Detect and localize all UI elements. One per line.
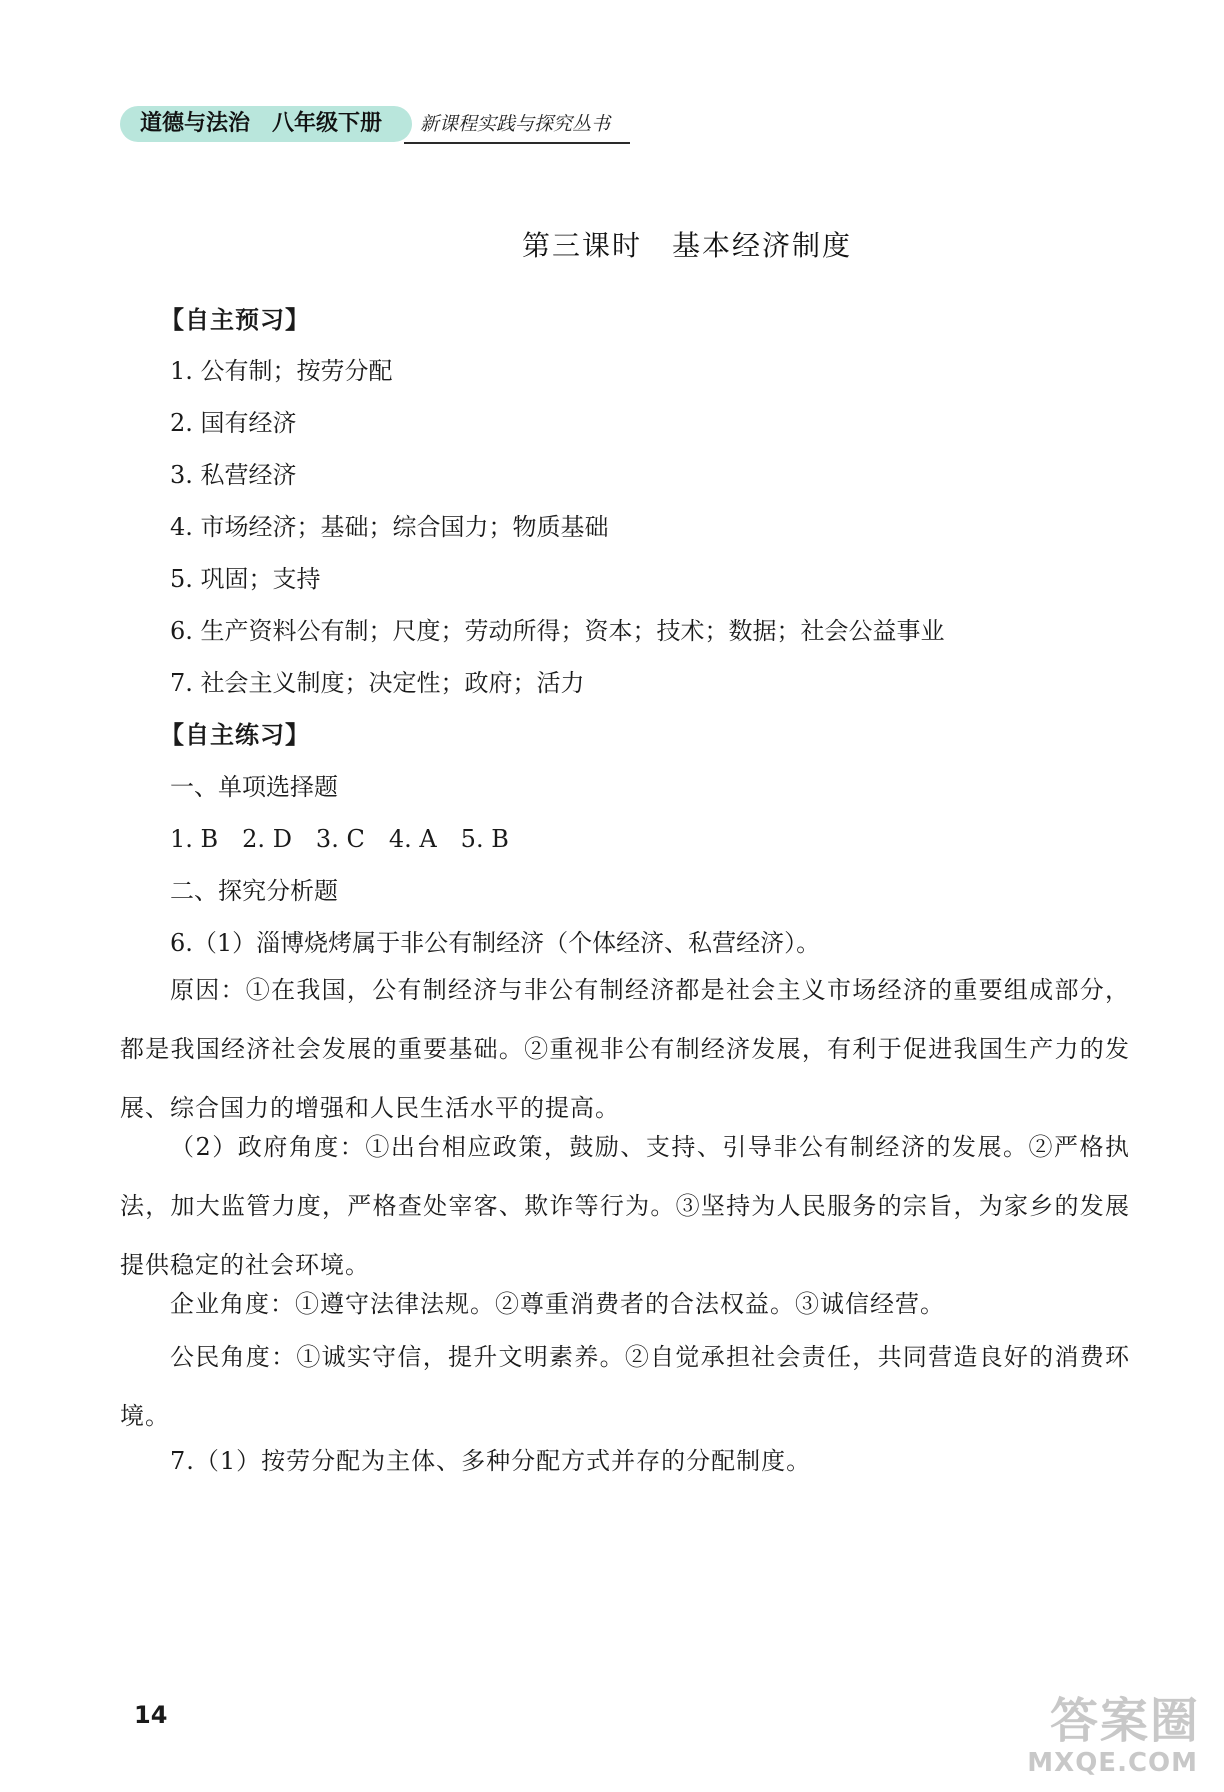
q6-part2-government: （2）政府角度：①出台相应政策，鼓励、支持、引导非公有制经济的发展。②严格执法，加大监管力度，严格查处宰客、欺诈等行为。③坚持为人民服务的宗旨，为家乡的发展提供稳定的社会环境。 — [120, 1133, 1130, 1279]
q6-part2-enterprise: 企业角度：①遵守法律法规。②尊重消费者的合法权益。③诚信经营。 — [170, 1290, 945, 1318]
q6-part2-citizen: 公民角度：①诚实守信，提升文明素养。②自觉承担社会责任，共同营造良好的消费环境。 — [120, 1343, 1130, 1430]
header-underline — [404, 142, 630, 144]
q7-part1: 7.（1）按劳分配为主体、多种分配方式并存的分配制度。 — [170, 1447, 812, 1475]
page-title: 第三课时 基本经济制度 — [521, 229, 852, 262]
preview-item-4: 4. 市场经济；基础；综合国力；物质基础 — [170, 513, 609, 541]
preview-item-3: 3. 私营经济 — [170, 461, 297, 489]
preview-item-6: 6. 生产资料公有制；尺度；劳动所得；资本；技术；数据；社会公益事业 — [170, 617, 945, 645]
watermark-logo — [1006, 1682, 1206, 1778]
header-subject-grade: 道德与法治 八年级下册 — [140, 111, 383, 136]
watermark-text: 答案圈 — [1049, 1693, 1200, 1749]
part2-heading: 二、探究分析题 — [170, 877, 338, 905]
section-heading-preview: 【自主预习】 — [160, 306, 310, 334]
watermark-url: MXQE.COM — [1027, 1748, 1198, 1778]
q6-part1: 6.（1）淄博烧烤属于非公有制经济（个体经济、私营经济）。 — [170, 929, 821, 957]
q6-reason: 原因：①在我国，公有制经济与非公有制经济都是社会主义市场经济的重要组成部分，都是我国经济社会发展的重要基础。②重视非公有制经济发展，有利于促进我国生产力的发展、综合国力的增强和人民生活水平的提高。 — [120, 976, 1130, 1122]
preview-item-1: 1. 公有制；按劳分配 — [170, 357, 393, 385]
preview-item-5: 5. 巩固；支持 — [170, 565, 321, 593]
section-heading-practice: 【自主练习】 — [160, 721, 310, 749]
preview-item-2: 2. 国有经济 — [170, 409, 297, 437]
part1-heading: 一、单项选择题 — [170, 773, 338, 801]
preview-item-7: 7. 社会主义制度；决定性；政府；活力 — [170, 669, 585, 697]
part1-answers: 1. B 2. D 3. C 4. A 5. B — [170, 825, 509, 853]
page-number: 14 — [134, 1701, 168, 1729]
header-series: 新课程实践与探究丛书 — [420, 113, 611, 135]
